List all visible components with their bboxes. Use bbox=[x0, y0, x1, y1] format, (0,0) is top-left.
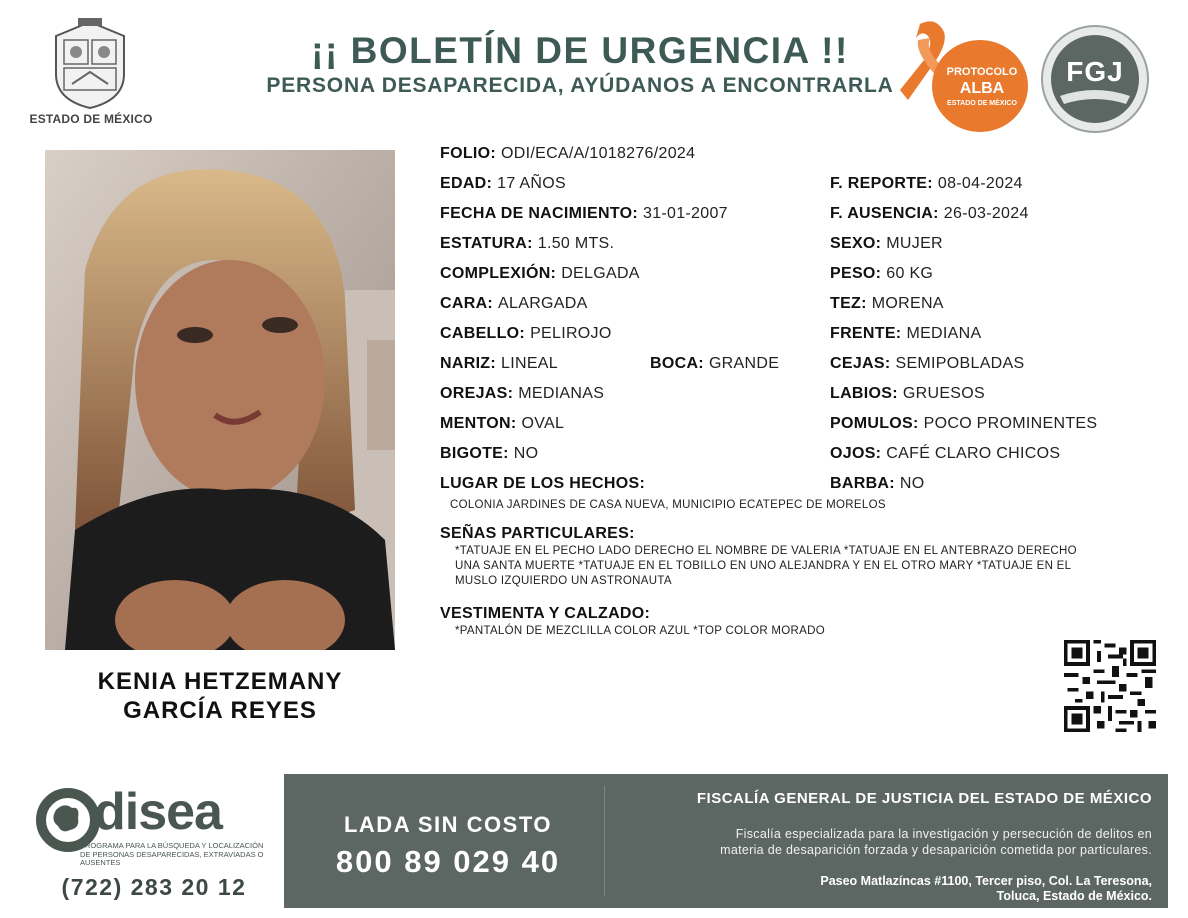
alba-line3: ESTADO DE MÉXICO bbox=[947, 100, 1017, 107]
field-boca: BOCA: GRANDE bbox=[650, 355, 780, 372]
field-estatura: ESTATURA: 1.50 MTS. bbox=[440, 235, 615, 252]
field-pomulos: POMULOS: POCO PROMINENTES bbox=[830, 415, 1098, 432]
field-cejas: CEJAS: SEMIPOBLADAS bbox=[830, 355, 1025, 372]
field-peso: PESO: 60 KG bbox=[830, 265, 934, 282]
footer-divider bbox=[604, 786, 605, 896]
fgj-desc-line1: Fiscalía especializada para la investigación y persecución de delitos en bbox=[735, 827, 1152, 841]
state-seal-icon bbox=[48, 18, 132, 110]
fgj-address-line1: Paseo Matlazíncas #1100, Tercer piso, Col. La Teresona, bbox=[820, 874, 1152, 888]
qr-code-icon[interactable] bbox=[1064, 640, 1156, 732]
fgj-name: FISCALÍA GENERAL DE JUSTICIA DEL ESTADO DE MÉXICO bbox=[696, 790, 1152, 807]
vestimenta-title: VESTIMENTA Y CALZADO: bbox=[440, 605, 651, 622]
field-orejas: OREJAS: MEDIANAS bbox=[440, 385, 605, 402]
senas-line3: MUSLO IZQUIERDO UN ASTRONAUTA bbox=[455, 575, 672, 587]
senas-title: SEÑAS PARTICULARES: bbox=[440, 525, 635, 542]
field-tez: TEZ: MORENA bbox=[830, 295, 944, 312]
field-nacimiento: FECHA DE NACIMIENTO: 31-01-2007 bbox=[440, 205, 728, 222]
fgj-desc-line2: materia de desaparición forzada y desaparición cometida por particulares. bbox=[720, 843, 1152, 857]
vestimenta-text: *PANTALÓN DE MEZCLILLA COLOR AZUL *TOP COLOR MORADO bbox=[455, 625, 825, 637]
state-label: ESTADO DE MÉXICO bbox=[29, 112, 153, 126]
field-lugar-value: COLONIA JARDINES DE CASA NUEVA, MUNICIPIO ECATEPEC DE MORELOS bbox=[450, 499, 886, 511]
fgj-description bbox=[612, 826, 1152, 858]
senas-line1: *TATUAJE EN EL PECHO LADO DERECHO EL NOMBRE DE VALERIA *TATUAJE EN EL ANTEBRAZO DERECHO bbox=[455, 545, 1077, 557]
field-complexion: COMPLEXIÓN: DELGADA bbox=[440, 265, 640, 282]
contact-phone[interactable]: (722) 283 20 12 bbox=[61, 874, 247, 900]
odisea-caption: PROGRAMA PARA LA BÚSQUEDA Y LOCALIZACIÓN DE PERSONAS DESAPARECIDAS, EXTRAVIADAS O AUSENTES bbox=[80, 841, 264, 867]
toll-free-number[interactable]: 800 89 029 40 bbox=[335, 844, 561, 879]
field-frente: FRENTE: MEDIANA bbox=[830, 325, 982, 342]
senas-line2: UNA SANTA MUERTE *TATUAJE EN EL TOBILLO EN UNO ALEJANDRA Y EN EL OTRO MARY *TATUAJE EN EL bbox=[455, 560, 1072, 572]
field-reporte: F. REPORTE: 08-04-2024 bbox=[830, 175, 1023, 192]
field-menton: MENTON: OVAL bbox=[440, 415, 565, 432]
fgj-logo-text: FGJ bbox=[1066, 56, 1124, 87]
fgj-address-line2: Toluca, Estado de México. bbox=[996, 889, 1152, 903]
field-ojos: OJOS: CAFÉ CLARO CHICOS bbox=[830, 445, 1061, 462]
toll-free-label: LADA SIN COSTO bbox=[343, 812, 552, 837]
odisea-brand: disea bbox=[94, 783, 222, 841]
person-name-line2: GARCÍA REYES bbox=[123, 697, 317, 724]
person-name-line1: KENIA HETZEMANY bbox=[97, 668, 343, 695]
bulletin-subtitle: PERSONA DESAPARECIDA, AYÚDANOS A ENCONTRARLA bbox=[266, 74, 894, 97]
field-labios: LABIOS: GRUESOS bbox=[830, 385, 985, 402]
bulletin-title: ¡¡ BOLETÍN DE URGENCIA !! bbox=[311, 30, 849, 71]
field-barba: BARBA: NO bbox=[830, 475, 925, 492]
field-cabello: CABELLO: PELIROJO bbox=[440, 325, 612, 342]
field-ausencia: F. AUSENCIA: 26-03-2024 bbox=[830, 205, 1029, 222]
alba-line1: PROTOCOLO bbox=[946, 66, 1018, 78]
field-nariz: NARIZ: LINEAL bbox=[440, 355, 558, 372]
field-folio: FOLIO: ODI/ECA/A/1018276/2024 bbox=[440, 145, 696, 162]
person-photo bbox=[45, 150, 395, 650]
field-cara: CARA: ALARGADA bbox=[440, 295, 588, 312]
field-sexo: SEXO: MUJER bbox=[830, 235, 943, 252]
field-edad: EDAD: 17 AÑOS bbox=[440, 175, 566, 192]
field-bigote: BIGOTE: NO bbox=[440, 445, 539, 462]
alba-line2: ALBA bbox=[959, 80, 1005, 97]
field-lugar-label: LUGAR DE LOS HECHOS: bbox=[440, 475, 646, 492]
